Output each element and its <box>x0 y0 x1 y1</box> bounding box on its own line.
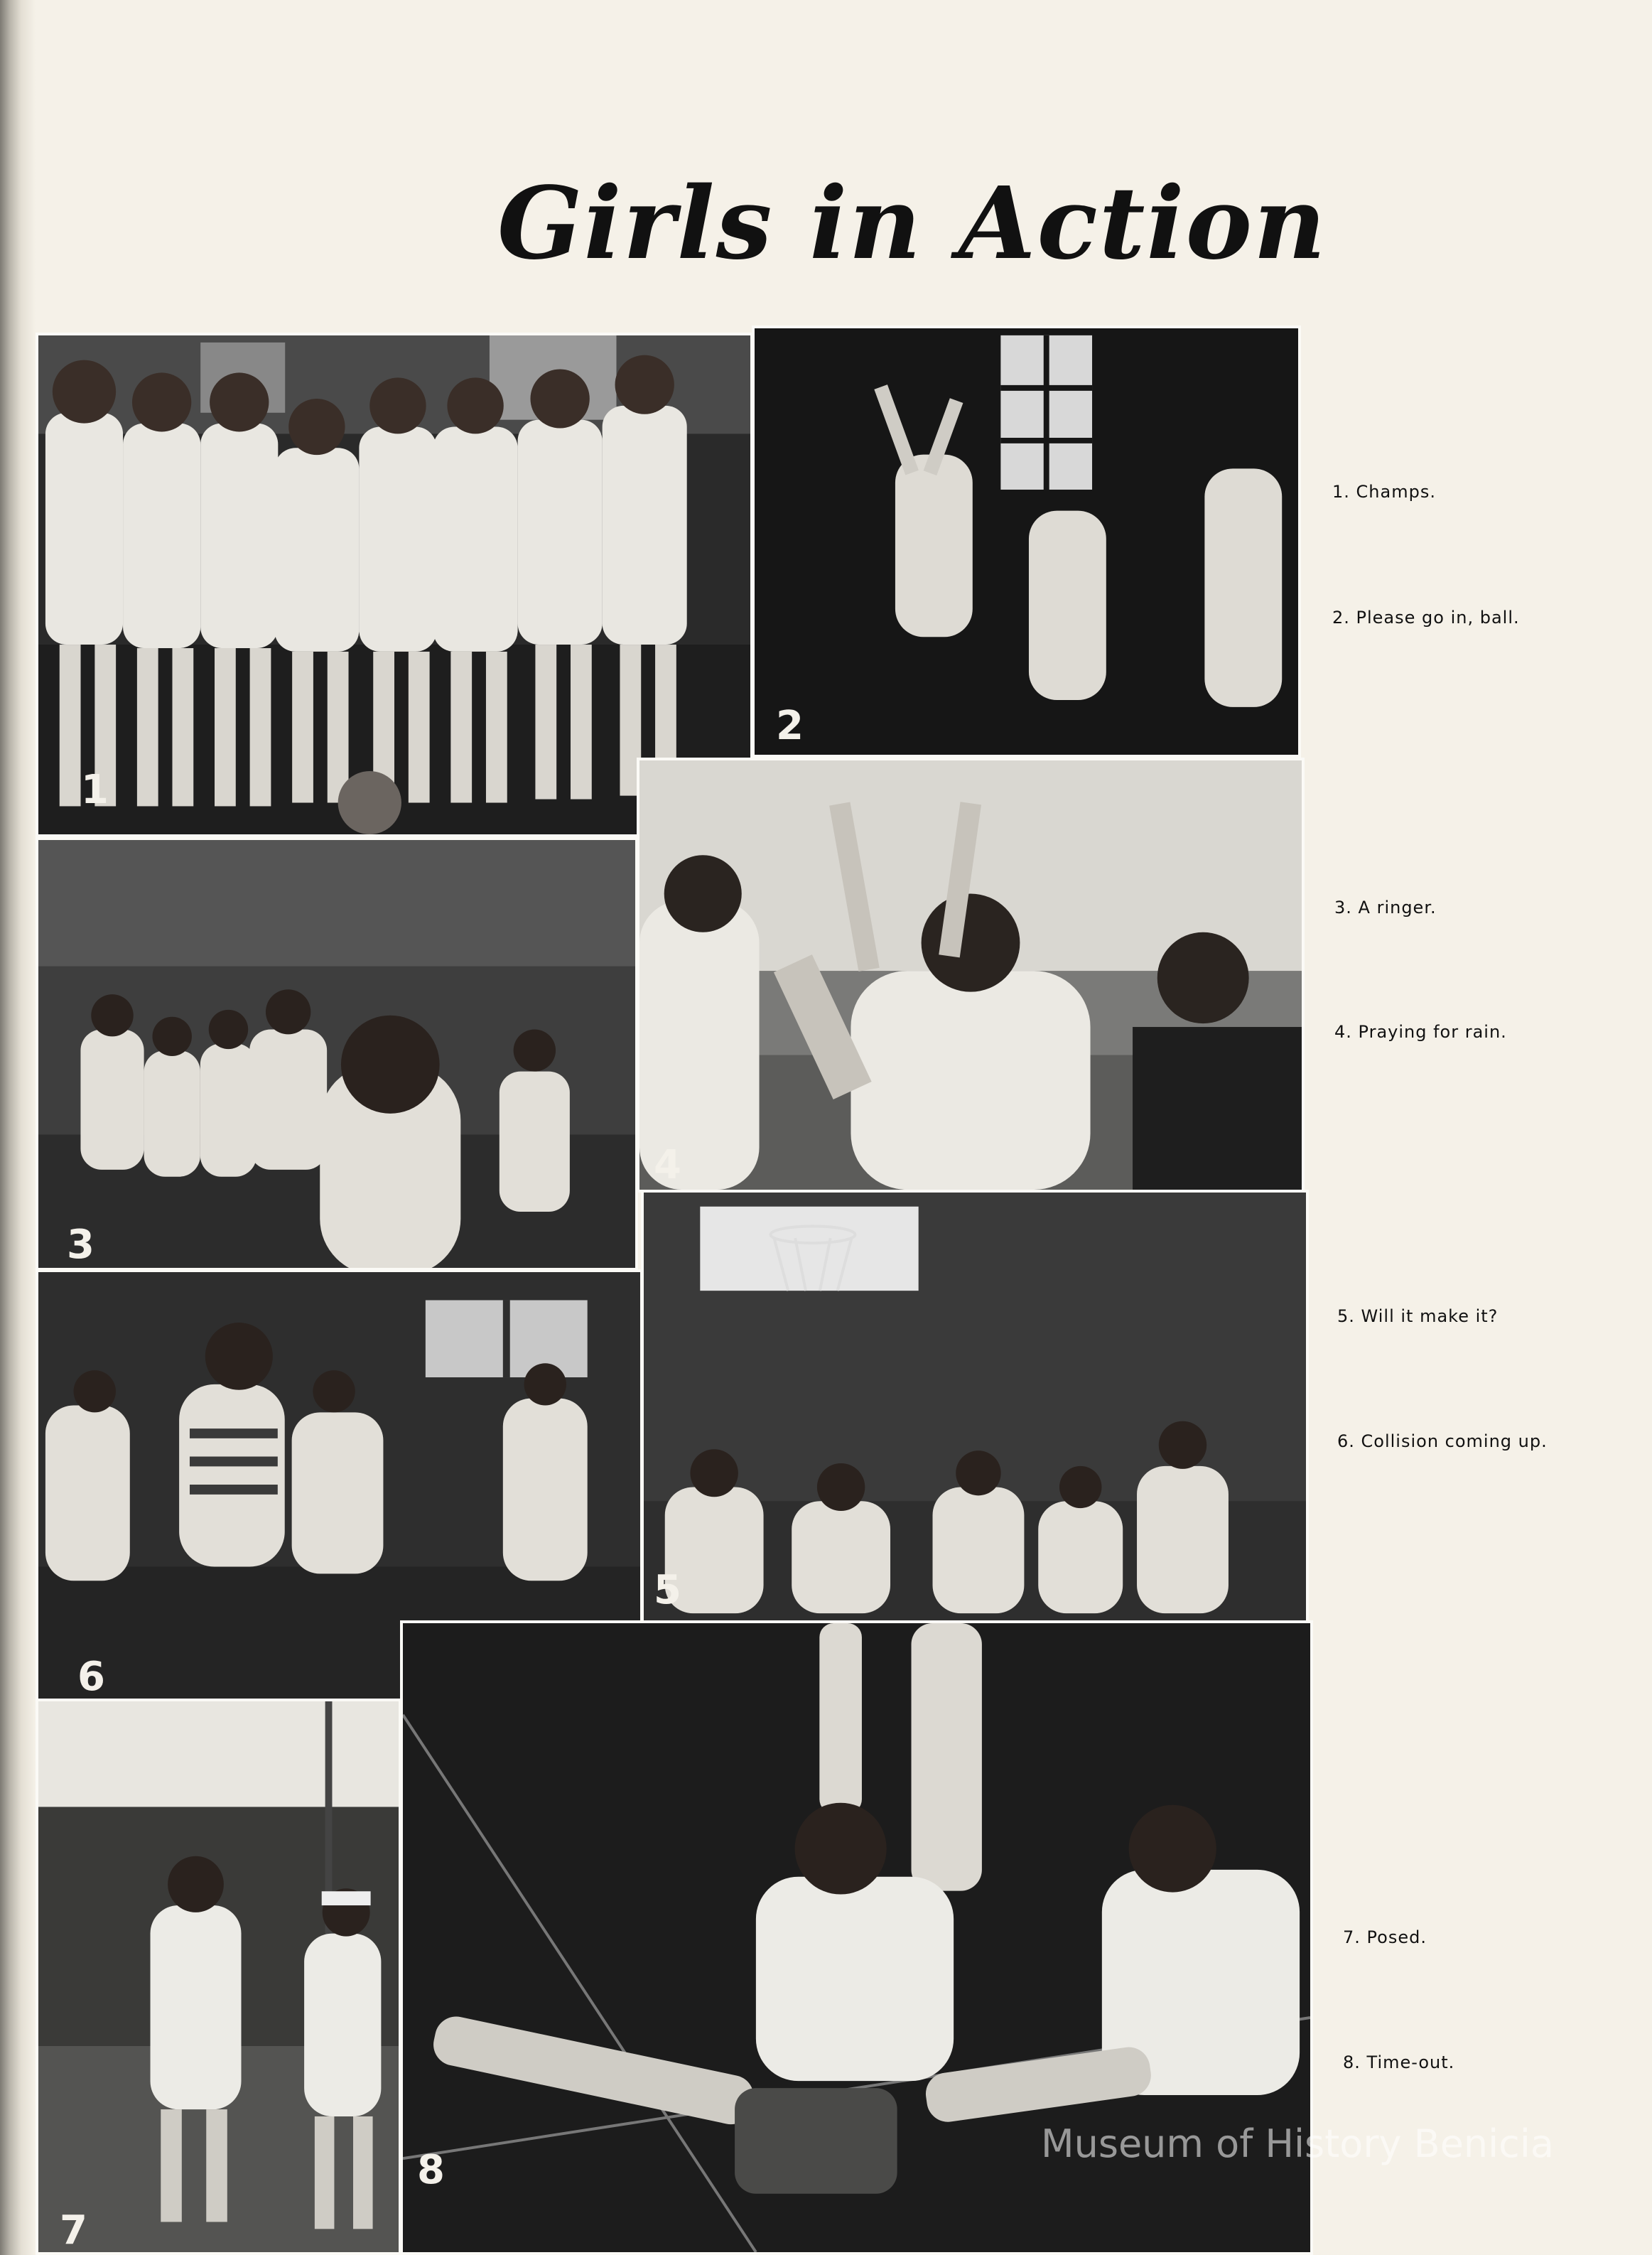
caption-5: 5. Will it make it? <box>1337 1306 1499 1326</box>
photo-8-number: 8 <box>417 2147 445 2193</box>
photo-3-a-ringer <box>36 837 638 1271</box>
photo-3-number: 3 <box>67 1222 95 1268</box>
photo-4-image <box>639 760 1302 1190</box>
caption-2: 2. Please go in, ball. <box>1332 608 1520 628</box>
photo-6-number: 6 <box>77 1654 105 1700</box>
page-binding-shadow <box>0 0 36 2255</box>
photo-7-image <box>38 1701 399 2252</box>
caption-4: 4. Praying for rain. <box>1334 1022 1507 1042</box>
caption-6: 6. Collision coming up. <box>1337 1431 1548 1451</box>
photo-2-please-go-in-ball <box>752 325 1301 758</box>
photo-5-will-it-make-it <box>641 1190 1309 1623</box>
photo-3-image <box>38 840 635 1268</box>
caption-8: 8. Time-out. <box>1343 2052 1455 2072</box>
photo-4-praying-for-rain <box>637 758 1305 1193</box>
photo-5-image <box>644 1193 1306 1620</box>
caption-1: 1. Champs. <box>1332 482 1436 502</box>
photo-7-number: 7 <box>60 2207 87 2254</box>
photo-2-image <box>755 328 1298 755</box>
watermark: Museum of History Benicia <box>1041 2121 1554 2166</box>
photo-5-number: 5 <box>654 1567 681 1613</box>
page-title: Girls in Action <box>497 166 1327 282</box>
caption-3: 3. A ringer. <box>1334 898 1437 917</box>
photo-4-number: 4 <box>654 1142 681 1188</box>
photo-2-number: 2 <box>776 703 804 749</box>
caption-7: 7. Posed. <box>1343 1927 1427 1947</box>
photo-1-number: 1 <box>81 767 109 813</box>
photo-7-posed <box>36 1699 401 2255</box>
